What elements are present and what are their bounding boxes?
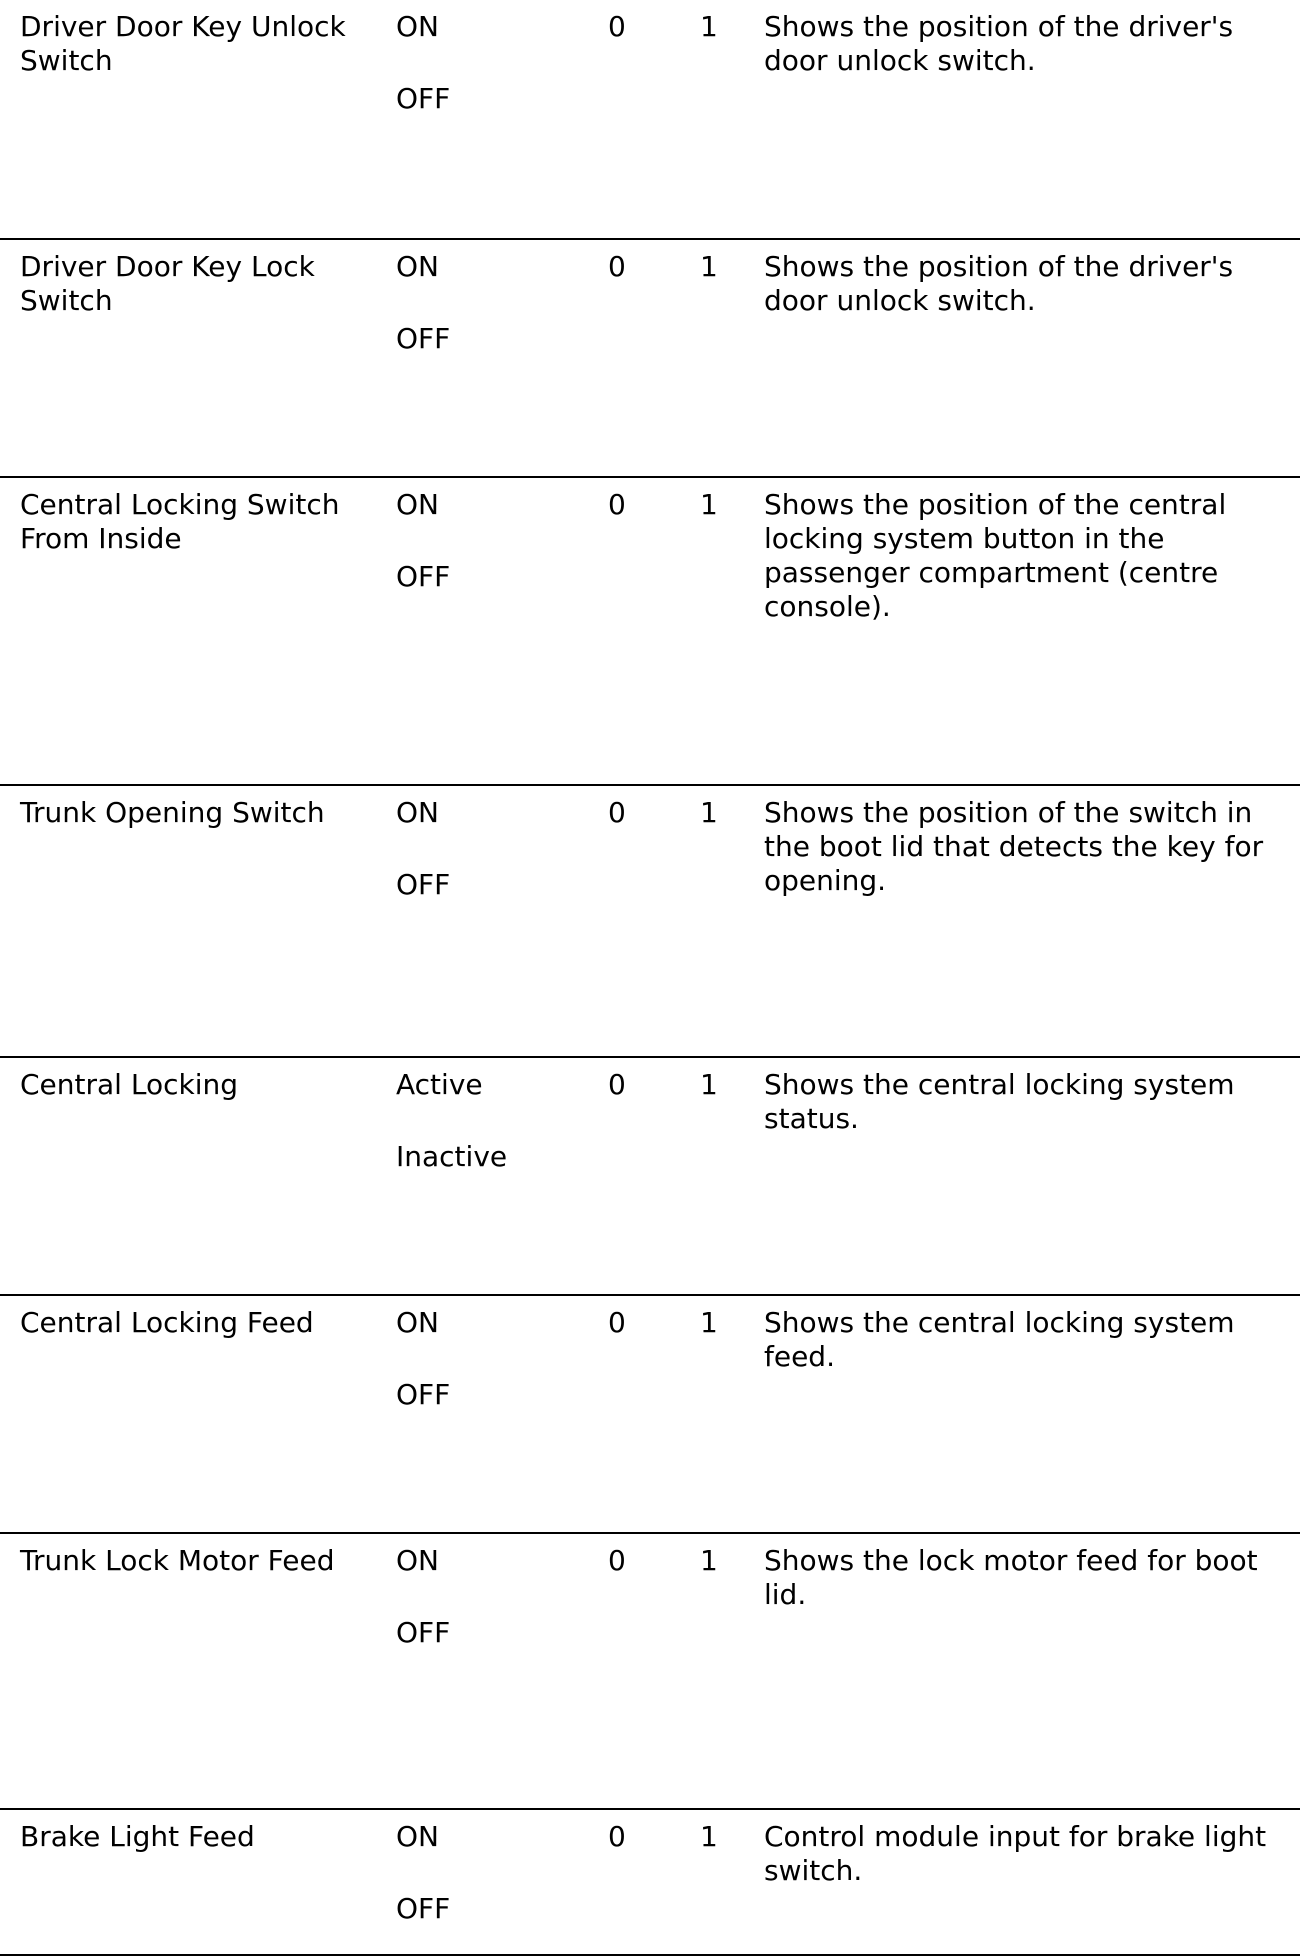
state-value: ON bbox=[396, 1544, 439, 1577]
min-value: 0 bbox=[608, 1068, 626, 1101]
min-value: 0 bbox=[608, 1306, 626, 1339]
table-row bbox=[0, 240, 1300, 478]
parameter-states bbox=[396, 10, 576, 116]
max-value: 1 bbox=[700, 796, 718, 829]
parameter-name: Central Locking Feed bbox=[20, 1306, 314, 1339]
max-value: 1 bbox=[700, 250, 718, 283]
max-value: 1 bbox=[700, 1820, 718, 1853]
parameter-states bbox=[396, 1544, 576, 1650]
state-value: OFF bbox=[396, 868, 451, 901]
state-value: ON bbox=[396, 796, 439, 829]
parameter-name: Brake Light Feed bbox=[20, 1820, 255, 1853]
min-value: 0 bbox=[608, 796, 626, 829]
parameter-states bbox=[396, 1820, 576, 1926]
max-value: 1 bbox=[700, 488, 718, 521]
parameter-description: Shows the position of the driver's door unlock switch. bbox=[764, 250, 1234, 317]
parameter-description: Shows the position of the driver's door unlock switch. bbox=[764, 10, 1234, 77]
parameter-states bbox=[396, 1306, 576, 1412]
parameter-name: Trunk Opening Switch bbox=[20, 796, 325, 829]
max-value: 1 bbox=[700, 1544, 718, 1577]
min-value: 0 bbox=[608, 250, 626, 283]
state-value: Inactive bbox=[396, 1140, 508, 1173]
table-row bbox=[0, 478, 1300, 786]
state-value: OFF bbox=[396, 82, 451, 115]
max-value: 1 bbox=[700, 1068, 718, 1101]
parameter-description: Control module input for brake light switch. bbox=[764, 1820, 1267, 1887]
state-value: ON bbox=[396, 250, 439, 283]
parameter-states bbox=[396, 796, 576, 902]
state-value: ON bbox=[396, 488, 439, 521]
state-value: ON bbox=[396, 1820, 439, 1853]
min-value: 0 bbox=[608, 10, 626, 43]
parameter-name: Central Locking Switch From Inside bbox=[20, 488, 340, 555]
parameter-description: Shows the position of the switch in the boot lid that detects the key for opening. bbox=[764, 796, 1264, 897]
state-value: OFF bbox=[396, 322, 451, 355]
state-value: ON bbox=[396, 1306, 439, 1339]
parameter-states bbox=[396, 488, 576, 594]
table-row bbox=[0, 1810, 1300, 1956]
parameter-description: Shows the lock motor feed for boot lid. bbox=[764, 1544, 1258, 1611]
table-row bbox=[0, 1296, 1300, 1534]
parameter-description: Shows the central locking system status. bbox=[764, 1068, 1235, 1135]
parameter-description: Shows the position of the central locking system button in the passenger compartment (centre console). bbox=[764, 488, 1227, 623]
min-value: 0 bbox=[608, 1820, 626, 1853]
parameter-states bbox=[396, 250, 576, 356]
table-row bbox=[0, 786, 1300, 1058]
max-value: 1 bbox=[700, 10, 718, 43]
state-value: Active bbox=[396, 1068, 483, 1101]
table-row bbox=[0, 1058, 1300, 1296]
parameter-name: Driver Door Key Unlock Switch bbox=[20, 10, 346, 77]
parameter-name: Trunk Lock Motor Feed bbox=[20, 1544, 335, 1577]
state-value: OFF bbox=[396, 1378, 451, 1411]
parameter-description: Shows the central locking system feed. bbox=[764, 1306, 1235, 1373]
min-value: 0 bbox=[608, 1544, 626, 1577]
max-value: 1 bbox=[700, 1306, 718, 1339]
state-value: OFF bbox=[396, 1616, 451, 1649]
table-row bbox=[0, 1534, 1300, 1810]
state-value: OFF bbox=[396, 1892, 451, 1925]
state-value: OFF bbox=[396, 560, 451, 593]
parameter-states bbox=[396, 1068, 576, 1174]
table-row bbox=[0, 0, 1300, 240]
state-value: ON bbox=[396, 10, 439, 43]
parameter-name: Driver Door Key Lock Switch bbox=[20, 250, 315, 317]
min-value: 0 bbox=[608, 488, 626, 521]
parameter-name: Central Locking bbox=[20, 1068, 238, 1101]
